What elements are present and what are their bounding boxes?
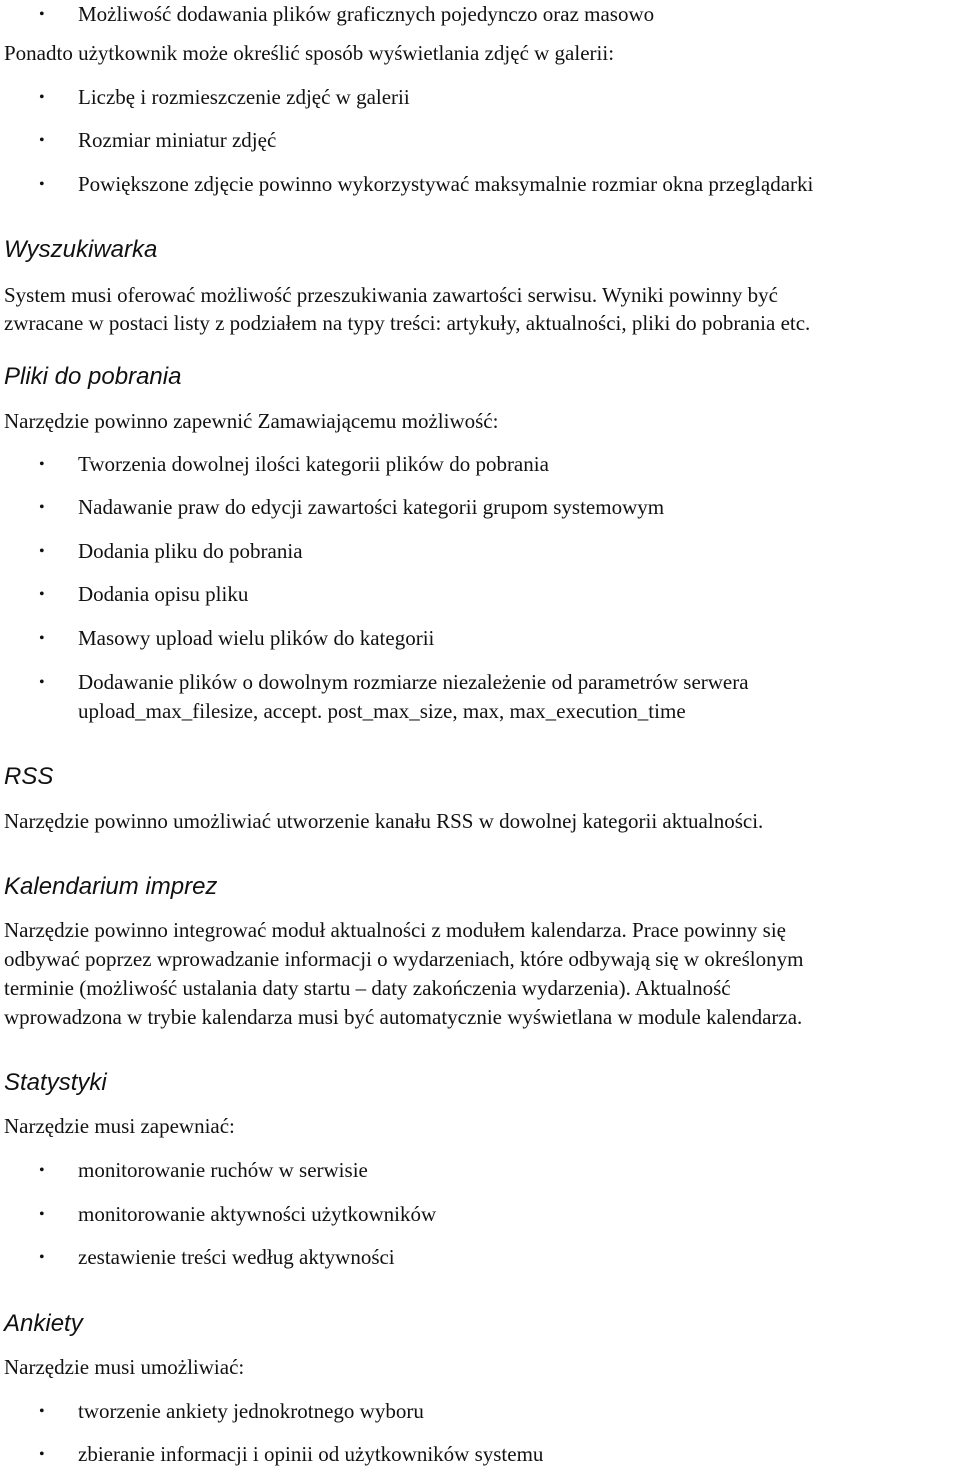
bullet-icon: • <box>39 1446 45 1463</box>
list-item: Możliwość dodawania plików graficznych pojedynczo oraz masowo <box>78 2 655 26</box>
downloads-intro: Narzędzie powinno zapewnić Zamawiającemu możliwość: <box>4 409 499 433</box>
bullet-icon: • <box>39 499 45 516</box>
section-heading-calendar: Kalendarium imprez <box>4 873 218 900</box>
paragraph-line: wprowadzona w trybie kalendarza musi być automatycznie wyświetlana w module kalendarza. <box>4 1005 803 1029</box>
list-item: Powiększone zdjęcie powinno wykorzystywać maksymalnie rozmiar okna przeglądarki <box>78 172 814 196</box>
list-item: Masowy upload wielu plików do kategorii <box>78 626 435 650</box>
bullet-icon: • <box>39 543 45 560</box>
list-item: monitorowanie ruchów w serwisie <box>78 1158 368 1182</box>
paragraph-line: Narzędzie powinno integrować moduł aktualności z modułem kalendarza. Prace powinny się <box>4 918 786 942</box>
list-item: Rozmiar miniatur zdjęć <box>78 128 277 152</box>
section-heading-search: Wyszukiwarka <box>4 236 158 263</box>
list-item: Tworzenia dowolnej ilości kategorii plików do pobrania <box>78 452 549 476</box>
bullet-icon: • <box>39 132 45 149</box>
list-item: Dodawanie plików o dowolnym rozmiarze niezależenie od parametrów serwera <box>78 670 749 694</box>
bullet-icon: • <box>39 674 45 691</box>
bullet-icon: • <box>39 456 45 473</box>
bullet-icon: • <box>39 1162 45 1179</box>
paragraph-line: zwracane w postaci listy z podziałem na typy treści: artykuły, aktualności, pliki do pobrania etc. <box>4 311 811 335</box>
list-item: Liczbę i rozmieszczenie zdjęć w galerii <box>78 85 410 109</box>
bullet-icon: • <box>39 6 45 23</box>
paragraph-line: odbywać poprzez wprowadzanie informacji o wydarzeniach, które odbywają się w określonym <box>4 947 804 971</box>
bullet-icon: • <box>39 176 45 193</box>
list-item: Dodania pliku do pobrania <box>78 539 303 563</box>
list-item-continuation: upload_max_filesize, accept. post_max_size, max, max_execution_time <box>78 699 686 723</box>
list-item: tworzenie ankiety jednokrotnego wyboru <box>78 1399 424 1423</box>
bullet-icon: • <box>39 586 45 603</box>
list-item: Dodania opisu pliku <box>78 582 249 606</box>
rss-text: Narzędzie powinno umożliwiać utworzenie kanału RSS w dowolnej kategorii aktualności. <box>4 809 764 833</box>
bullet-icon: • <box>39 630 45 647</box>
bullet-icon: • <box>39 1206 45 1223</box>
polls-intro: Narzędzie musi umożliwiać: <box>4 1355 245 1379</box>
section-heading-rss: RSS <box>4 763 54 790</box>
stats-intro: Narzędzie musi zapewniać: <box>4 1114 235 1138</box>
bullet-icon: • <box>39 1403 45 1420</box>
bullet-icon: • <box>39 89 45 106</box>
gallery-intro: Ponadto użytkownik może określić sposób wyświetlania zdjęć w galerii: <box>4 41 615 65</box>
bullet-icon: • <box>39 1249 45 1266</box>
list-item: zbieranie informacji i opinii od użytkowników systemu <box>78 1442 544 1466</box>
list-item: monitorowanie aktywności użytkowników <box>78 1202 437 1226</box>
paragraph-line: terminie (możliwość ustalania daty startu – daty zakończenia wydarzenia). Aktualność <box>4 976 731 1000</box>
section-heading-stats: Statystyki <box>4 1069 107 1096</box>
list-item: zestawienie treści według aktywności <box>78 1245 395 1269</box>
section-heading-downloads: Pliki do pobrania <box>4 363 182 390</box>
section-heading-polls: Ankiety <box>4 1310 83 1337</box>
paragraph-line: System musi oferować możliwość przeszukiwania zawartości serwisu. Wyniki powinny być <box>4 283 778 307</box>
list-item: Nadawanie praw do edycji zawartości kategorii grupom systemowym <box>78 495 665 519</box>
